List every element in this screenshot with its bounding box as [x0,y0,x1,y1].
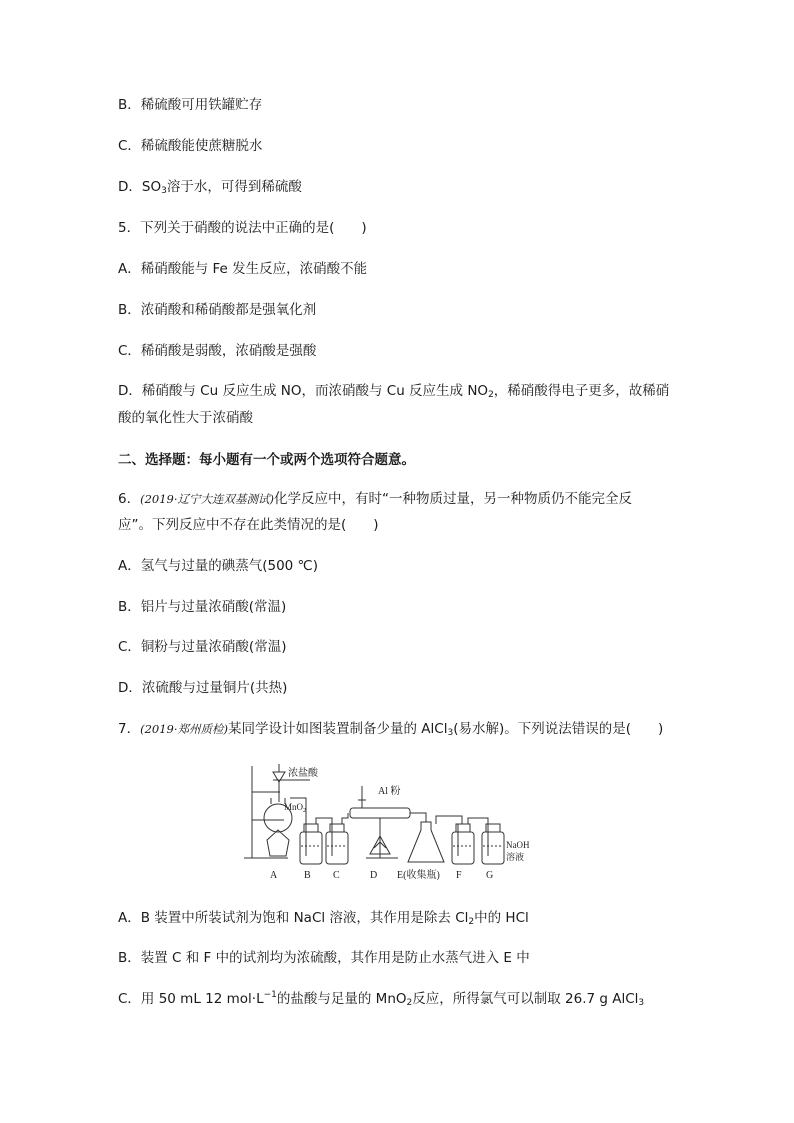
q7-c-mid2: 反应，所得氯气可以制取 26.7 g AlCl [412,991,639,1007]
label-conc-hcl: 浓盐酸 [288,768,318,779]
letter-d: D [370,870,378,881]
q6-option-c: C．铜粉与过量浓硝酸(常温) [118,639,287,655]
label-al-powder: Al 粉 [378,786,401,797]
section-heading: 二、选择题：每小题有一个或两个选项符合题意。 [118,452,415,468]
letter-g: G [486,870,494,881]
q7-c-sub: 2 [406,998,413,1008]
q4-option-d-sub: 3 [161,186,167,196]
q7-stem-pre: 某同学设计如图装置制备少量的 AlCl [228,721,448,737]
q7-a-post: 中的 HCl [474,910,529,926]
q6-source: (2019·辽宁大连双基测试) [140,492,274,506]
q7-option-a [118,908,529,928]
apparatus-diagram [240,758,540,883]
q4-option-d-pre: D．SO [118,179,162,195]
q7-source: (2019·郑州质检) [140,722,228,736]
q4-option-c: C．稀硫酸能使蔗糖脱水 [118,138,263,154]
q6-option-b: B．铝片与过量浓硝酸(常温) [118,599,287,615]
q6-stem-line1 [118,489,632,509]
label-mno2: MnO$_2$ [284,802,307,814]
letter-e: E(收集瓶) [397,870,440,881]
q5-d1-post: ，稀硝酸得电子更多，故稀硝 [493,383,670,399]
q7-c-pre: C．用 50 mL 12 mol·L [118,991,264,1007]
q5-d1-sub: 2 [488,390,494,400]
q4-option-d [118,177,302,197]
q7-c-mid: 的盐酸与足量的 MnO [276,991,407,1007]
q6-stem1-rest: 化学反应中，有时“一种物质过量，另一种物质仍不能完全反 [274,491,632,507]
q7-a-pre: A．B 装置中所装试剂为饱和 NaCl 溶液，其作用是除去 Cl [118,910,469,926]
q5-option-b: B．浓硝酸和稀硝酸都是强氧化剂 [118,302,317,318]
q6-option-d: D．浓硫酸与过量铜片(共热) [118,680,288,696]
q7-stem-sub: 3 [447,728,454,738]
q7-c-sup: −1 [263,990,277,1000]
letter-f: F [456,870,462,881]
q7-num: 7． [118,721,141,737]
q7-option-c [118,989,644,1009]
q7-option-b: B．装置 C 和 F 中的试剂均为浓硫酸，其作用是防止水蒸气进入 E 中 [118,950,530,966]
q7-c-sub2: 3 [638,998,645,1008]
q6-stem-line2: 应”。下列反应中不存在此类情况的是( ) [118,517,379,533]
label-naoh-solution: 溶液 [506,852,525,862]
letter-b: B [304,870,311,881]
q6-option-a: A．氢气与过量的碘蒸气(500 ℃) [118,558,318,574]
q7-a-sub: 2 [468,917,475,927]
q5-option-c: C．稀硝酸是弱酸，浓硝酸是强酸 [118,343,317,359]
q4-option-d-post: 溶于水，可得到稀硫酸 [166,179,302,195]
q7-stem [118,719,663,739]
q5-option-d-line2: 酸的氧化性大于浓硝酸 [118,410,253,426]
q5-option-a: A．稀硝酸能与 Fe 发生反应，浓硝酸不能 [118,261,368,277]
q5-d1-pre: D．稀硝酸与 Cu 反应生成 NO，而浓硝酸与 Cu 反应生成 NO [118,383,489,399]
q5-option-d-line1 [118,381,669,401]
q6-num: 6． [118,491,141,507]
label-naoh: NaOH [506,840,530,850]
letter-c: C [333,870,340,881]
letter-a: A [270,870,278,881]
q4-option-b: B．稀硫酸可用铁罐贮存 [118,97,263,113]
q7-stem-post: (易水解)。下列说法错误的是( ) [453,721,664,737]
q5-stem: 5．下列关于硝酸的说法中正确的是( ) [118,220,367,236]
